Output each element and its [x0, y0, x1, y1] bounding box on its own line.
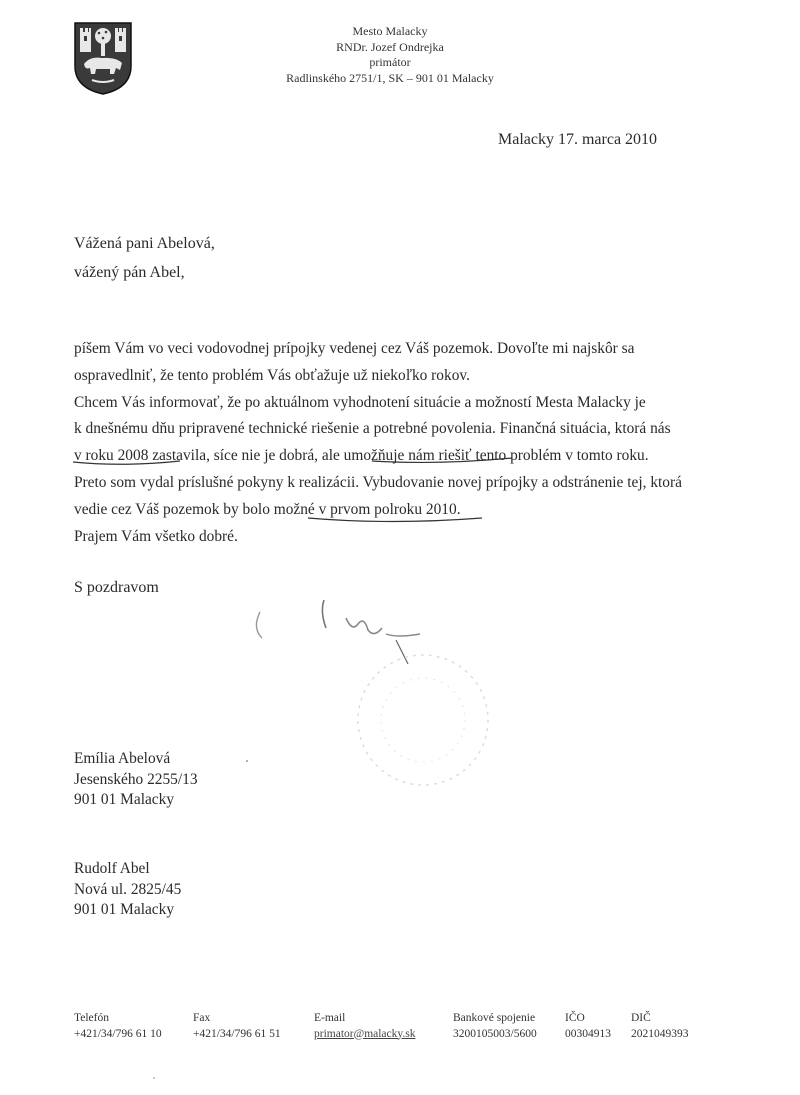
closing: S pozdravom: [74, 579, 159, 596]
underlined-phrase-first-half: v prvom polroku 2010.: [318, 500, 461, 518]
sender-title: primátor: [369, 55, 411, 69]
recipient-city: 901 01 Malacky: [74, 901, 175, 918]
body-line-4-mid: pripravené technické riešenie a: [174, 420, 374, 438]
salutation: [74, 229, 215, 287]
fax-label: Fax: [193, 1012, 211, 1024]
sender-name: RNDr. Jozef Ondrejka: [336, 39, 444, 54]
letter-date: Malacky 17. marca 2010: [498, 131, 658, 148]
email-link[interactable]: primator@malacky.sk: [314, 1027, 416, 1040]
body-line-7: [74, 497, 682, 524]
phone-value: +421/34/796 61 10: [74, 1027, 162, 1040]
dic-label: DIČ: [631, 1012, 651, 1024]
fax-value: +421/34/796 61 51: [193, 1027, 281, 1040]
footer-fax: [193, 1011, 281, 1042]
recipient-street: Jesenského 2255/13: [74, 770, 198, 788]
underlined-phrase-permits: potrebné povolenia.: [373, 420, 496, 438]
footer-bank: [453, 1011, 537, 1042]
underlined-phrase-today: k dnešnému dňu: [74, 420, 175, 438]
recipient-address-1: [74, 749, 198, 811]
recipient-name: Emília Abelová: [74, 750, 171, 767]
recipient-street: Nová ul. 2825/45: [74, 880, 182, 898]
email-label: E-mail: [314, 1012, 346, 1024]
dic-value: 2021049393: [631, 1027, 689, 1040]
body-line-4: [74, 416, 682, 443]
body-line-8: Prajem Vám všetko dobré.: [74, 527, 238, 545]
salutation-line-2: vážený pán Abel,: [74, 264, 185, 281]
body-line-2: ospravedlniť, že tento problém Vás obťažuje už niekoľko rokov.: [74, 366, 470, 384]
body-line-4-end: Finančná situácia, ktorá nás: [495, 420, 671, 438]
recipient-city: 901 01 Malacky: [74, 791, 175, 808]
footer-email: [314, 1011, 416, 1042]
recipient-name: Rudolf Abel: [74, 860, 150, 877]
footer-ico: [565, 1011, 611, 1042]
ico-value: 00304913: [565, 1027, 611, 1040]
letter-body: [74, 336, 682, 550]
bank-value: 3200105003/5600: [453, 1027, 537, 1040]
ico-label: IČO: [565, 1012, 585, 1024]
body-line-1: píšem Vám vo veci vodovodnej prípojky vedenej cez Váš pozemok. Dovoľte mi najskôr sa: [74, 340, 635, 357]
specks: [246, 760, 248, 762]
letterhead: [240, 24, 540, 86]
body-line-7-start: vedie cez Váš pozemok by bolo možné: [74, 500, 319, 518]
coat-of-arms-logo: [72, 20, 134, 96]
sender-organization: Mesto Malacky: [352, 24, 428, 38]
phone-label: Telefón: [74, 1012, 109, 1024]
footer-phone: [74, 1011, 162, 1042]
specks: [153, 1077, 155, 1079]
recipient-address-2: [74, 859, 181, 921]
bank-label: Bankové spojenie: [453, 1012, 536, 1024]
body-line-5: v roku 2008 zastavila, síce nie je dobrá, ale umožňuje nám riešiť tento problém v tomto roku.: [74, 447, 649, 465]
body-line-6: Preto som vydal príslušné pokyny k realizácii. Vybudovanie novej prípojky a odstránenie tej, ktorá: [74, 473, 682, 491]
salutation-line-1: Vážená pani Abelová,: [74, 235, 215, 252]
body-line-3: Chcem Vás informovať, že po aktuálnom vyhodnotení situácie a možností Mesta Malacky je: [74, 393, 646, 411]
sender-address: Radlinského 2751/1, SK – 901 01 Malacky: [286, 70, 494, 85]
signature-and-stamp: [248, 590, 498, 790]
footer-dic: [631, 1011, 689, 1042]
